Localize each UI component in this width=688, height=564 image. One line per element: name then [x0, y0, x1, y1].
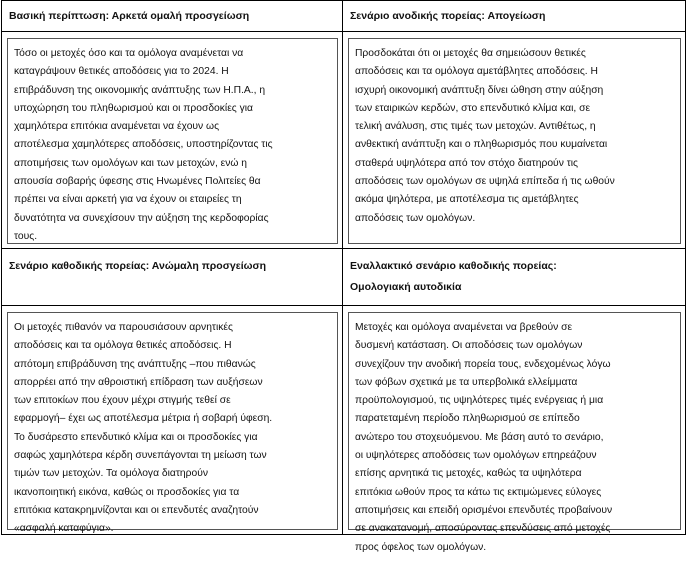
- text-line: τους.: [14, 230, 38, 242]
- text-line: «ασφαλή καταφύγια».: [14, 523, 114, 535]
- text-line: των εταιρικών κερδών, στο επενδυτικό κλίμα και, σε: [355, 102, 591, 114]
- text-line: προϋπολογισμού, τις υψηλότερες τιμές ενέργειας ή μια: [355, 395, 604, 407]
- downside-text-box: [7, 312, 338, 535]
- text-line: αποδόσεις και τα ομόλογα θετικές αποδόσεις. Η: [14, 340, 232, 352]
- table-row-bodies-bottom: [2, 306, 686, 535]
- text-line: πρέπει να είναι αρκετή για να έχουν οι εταιρείες τη: [14, 194, 242, 206]
- title-line: Βασική περίπτωση: Αρκετά ομαλή προσγείωση: [9, 10, 250, 22]
- base-case-text-box: [7, 38, 338, 244]
- text-line: Τόσο οι μετοχές όσο και τα ομόλογα αναμένεται να: [14, 48, 244, 59]
- text-line: αποδόσεις των ομολόγων σε υψηλά επίπεδα ή τις ωθούν: [355, 176, 615, 188]
- title-line: Ομολογιακή αυτοδικία: [350, 281, 462, 293]
- alt-downside-title: [343, 249, 685, 298]
- text-line: ακόμα ψηλότερα, με αποτέλεσμα τις αμετάβλητες: [355, 194, 579, 206]
- text-line: ισχυρή οικονομική ανάπτυξη δίνει ώθηση στην αύξηση: [355, 84, 604, 96]
- text-line: σταθερά υψηλότερα από τον στόχο διατηρούν τις: [355, 157, 579, 169]
- text-line: δυνατότητα να συνεχίσουν την αύξηση της κερδοφορίας: [14, 212, 269, 224]
- text-line: ικανοποιητική εικόνα, καθώς οι προσδοκίες για τα: [14, 486, 240, 498]
- text-line: υποχώρηση του πληθωρισμού και οι προσδοκίες για: [14, 102, 254, 114]
- table-row-headers-top: [2, 1, 686, 32]
- text-line: ανθεκτική ανάπτυξη και ο πληθωρισμός που κυμαίνεται: [355, 139, 608, 151]
- alt-downside-text-box: [348, 312, 681, 553]
- title-line: Σενάριο ανοδικής πορείας: Απογείωση: [350, 10, 546, 22]
- cell-base-case-header: [2, 1, 343, 32]
- cell-alt-downside-body: [343, 306, 686, 553]
- text-line: σε ανακατανομή, αποσύροντας επενδύσεις από μετοχές: [355, 523, 611, 535]
- text-line: συνεχίζουν την ανοδική πορεία τους, ενδεχομένως λόγω: [355, 358, 611, 370]
- title-line: Σενάριο καθοδικής πορείας: Ανώμαλη προσγείωση: [9, 260, 267, 272]
- scenario-table: [1, 0, 686, 553]
- cell-base-case-body: [2, 32, 343, 249]
- text-line: αποδόσεις και τα ομόλογα αμετάβλητες αποδόσεις. Η: [355, 66, 598, 78]
- upside-text-box: [348, 38, 681, 244]
- text-line: απορρέει από την αθροιστική επίδραση των αυξήσεων: [14, 376, 263, 388]
- text-line: σαφώς χαμηλότερα κέρδη συνεπάγονται τη μείωση των: [14, 450, 267, 462]
- downside-text: [8, 313, 337, 539]
- cell-downside-body: [2, 306, 343, 535]
- text-line: εφαρμογή– έχει ως αποτέλεσμα μέτρια ή σοβαρή ύφεση.: [14, 413, 273, 425]
- text-line: απουσία σοβαρής ύφεσης στις Ηνωμένες Πολιτείες θα: [14, 176, 261, 188]
- text-line: Μετοχές και ομόλογα αναμένεται να βρεθούν σε: [355, 322, 573, 333]
- text-line: χαμηλότερα επιτόκια αναμένεται να έχουν ως: [14, 121, 220, 133]
- table-row-headers-bottom: [2, 249, 686, 306]
- text-line: αποτιμήσεις και επειδή ορισμένοι επενδυτές προβαίνουν: [355, 504, 613, 516]
- text-line: Οι μετοχές πιθανόν να παρουσιάσουν αρνητικές: [14, 322, 233, 333]
- table-row-bodies-top: [2, 32, 686, 249]
- text-line: δυσμενή κατάσταση. Οι αποδόσεις των ομολόγων: [355, 340, 583, 352]
- text-line: επιβράδυνση της οικονομικής ανάπτυξης των Η.Π.Α., η: [14, 84, 266, 96]
- text-line: ανώτερο του στοχευόμενου. Με βάση αυτό το σενάριο,: [355, 431, 604, 443]
- text-line: των φόβων σχετικά με τα υπερβολικά ελλείμματα: [355, 376, 578, 388]
- downside-title: [2, 249, 342, 277]
- text-line: Το δυσάρεστο επενδυτικό κλίμα και οι προσδοκίες για: [14, 431, 258, 443]
- base-case-title: [2, 1, 342, 26]
- cell-downside-header: [2, 249, 343, 306]
- text-line: επιτόκια ωθούν προς τα κάτω τις εκτιμώμενες εύλογες: [355, 486, 602, 498]
- upside-title: [343, 1, 685, 26]
- title-line: Εναλλακτικό σενάριο καθοδικής πορείας:: [350, 260, 557, 272]
- text-line: απότομη επιβράδυνση της ανάπτυξης –που πιθανώς: [14, 358, 256, 370]
- text-line: αποτιμήσεις των ομολόγων και των μετοχών, ενώ η: [14, 157, 248, 169]
- text-line: επίσης αρνητικά τις μετοχές, καθώς τα υψηλότερα: [355, 468, 582, 480]
- upside-text: [349, 39, 680, 228]
- cell-upside-header: [343, 1, 686, 32]
- text-line: Προσδοκάται ότι οι μετοχές θα σημειώσουν θετικές: [355, 48, 586, 59]
- text-line: προς όφελος των ομολόγων.: [355, 541, 487, 553]
- text-line: αποδόσεις των ομολόγων.: [355, 212, 476, 224]
- text-line: παρατεταμένη περίοδο πληθωρισμού σε επίπεδο: [355, 413, 580, 425]
- text-line: των επιτοκίων που έχουν μέχρι στιγμής τεθεί σε: [14, 395, 231, 407]
- text-line: καταγράψουν θετικές αποδόσεις για το 2024. Η: [14, 66, 229, 78]
- text-line: επιτόκια κατακρημνίζονται και οι επενδυτές αναζητούν: [14, 504, 259, 516]
- text-line: τιμών των μετοχών. Τα ομόλογα διατηρούν: [14, 468, 209, 480]
- cell-alt-downside-header: [343, 249, 686, 306]
- cell-upside-body: [343, 32, 686, 249]
- text-line: αποτέλεσμα χαμηλότερες αποδόσεις, υποστηρίζοντας τις: [14, 139, 273, 151]
- alt-downside-text: [349, 313, 680, 557]
- text-line: τελική ανάλυση, στις τιμές των μετοχών. Αντιθέτως, η: [355, 121, 596, 133]
- base-case-text: [8, 39, 337, 246]
- text-line: οι υψηλότερες αποδόσεις των ομολόγων επηρεάζουν: [355, 450, 597, 462]
